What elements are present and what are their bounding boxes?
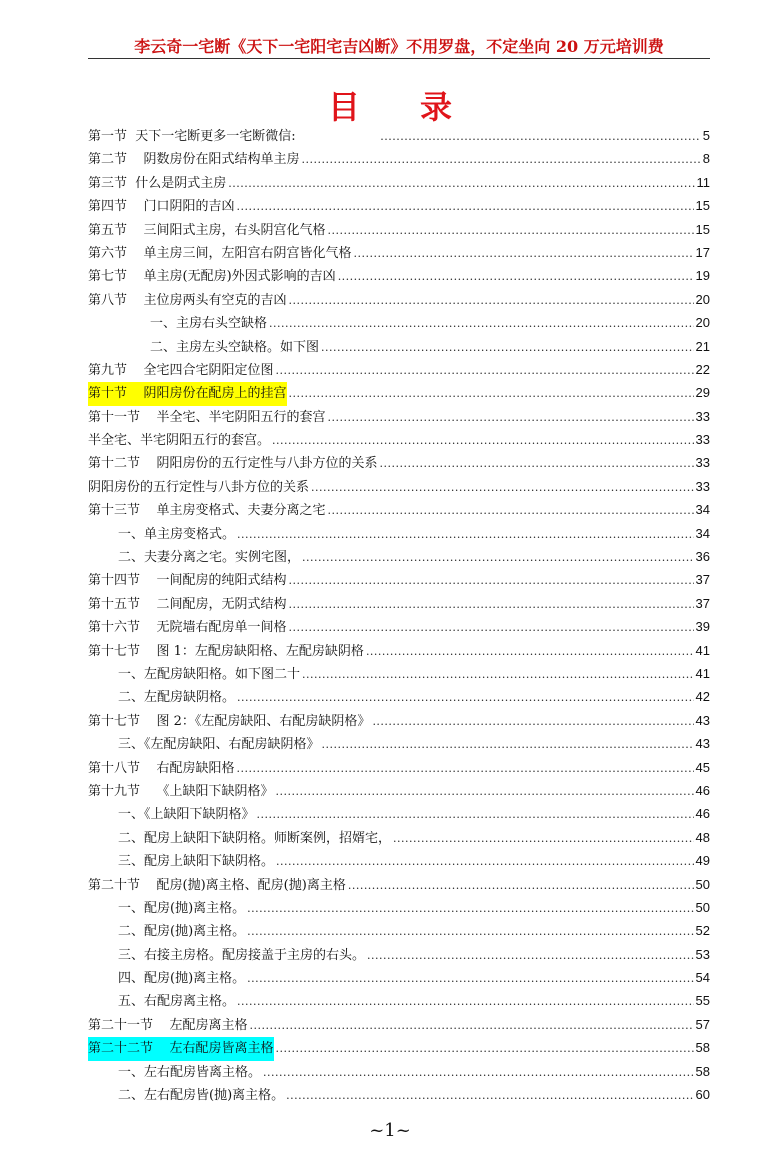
toc-dot-leader — [322, 733, 694, 756]
toc-entry[interactable] — [88, 218, 710, 241]
toc-entry-title: 第二十二节 左右配房皆离主格 — [88, 1037, 274, 1060]
toc-entry[interactable] — [88, 171, 710, 194]
toc-entry[interactable] — [88, 896, 710, 919]
toc-dot-leader — [247, 967, 693, 990]
toc-entry[interactable] — [88, 779, 710, 802]
toc-entry-page: 50 — [695, 876, 710, 892]
toc-entry[interactable] — [88, 522, 710, 545]
toc-entry[interactable] — [88, 1036, 710, 1059]
toc-entry-title: 一、左右配房皆离主格。 — [118, 1064, 262, 1080]
toc-entry-page: 37 — [695, 572, 710, 588]
page-number: ~1~ — [369, 1120, 411, 1141]
toc-entry-title: 一、主房右头空缺格 — [150, 316, 268, 332]
toc-dot-leader — [247, 920, 693, 943]
toc-entry[interactable] — [88, 335, 710, 358]
toc-entry-title: 二、配房(抛)离主格。 — [118, 924, 246, 940]
toc-entry[interactable] — [88, 568, 710, 591]
toc-entry-title: 第十四节 一间配房的纯阳式结构 — [88, 573, 287, 589]
toc-dot-leader — [250, 1014, 694, 1037]
toc-entry-page: 42 — [695, 689, 710, 705]
toc-entry-title: 二、配房上缺阳下缺阴格。师断案例，招婿宅， — [118, 830, 392, 846]
toc-dot-leader — [247, 897, 693, 920]
toc-entry[interactable] — [88, 732, 710, 755]
toc-entry-page: 50 — [695, 899, 710, 915]
toc-entry-title: 阴阳房份的五行定性与八卦方位的关系 — [88, 479, 310, 495]
toc-entry-page: 55 — [695, 993, 710, 1009]
toc-entry-page: 29 — [695, 385, 710, 401]
toc-entry-title: 第十七节 图 1：左配房缺阳格、左配房缺阴格 — [88, 643, 364, 659]
page-header: 李云奇一宅断《天下一宅阳宅吉凶断》不用罗盘，不定坐向 20 万元培训费 — [134, 37, 664, 56]
toc-dot-leader — [372, 710, 693, 733]
toc-entry-title: 第十八节 右配房缺阳格 — [88, 760, 235, 776]
toc-entry[interactable] — [88, 826, 710, 849]
toc-entry-title: 第十二节 阴阳房份的五行定性与八卦方位的关系 — [88, 456, 378, 472]
toc-entry[interactable] — [88, 428, 710, 451]
toc-dot-leader — [228, 172, 694, 195]
toc-entry[interactable] — [88, 381, 710, 404]
toc-entry-title: 第一节 天下一宅断更多一宅断微信: — [88, 129, 379, 144]
toc-entry-page: 34 — [695, 525, 710, 541]
toc-entry[interactable] — [88, 451, 710, 474]
toc-entry-title: 二、夫妻分离之宅。实例宅图， — [118, 550, 301, 566]
toc-dot-leader — [321, 336, 694, 359]
toc-dot-leader — [328, 499, 694, 522]
toc-dot-leader — [237, 990, 694, 1013]
toc-entry-title: 一、配房(抛)离主格。 — [118, 900, 246, 916]
toc-entry[interactable] — [88, 1013, 710, 1036]
toc-entry[interactable] — [88, 802, 710, 825]
toc-entry[interactable] — [88, 989, 710, 1012]
toc-entry-page: 43 — [695, 712, 710, 728]
toc-entry-page: 5 — [702, 128, 710, 143]
toc-dot-leader — [289, 382, 694, 405]
toc-dot-leader — [302, 546, 694, 569]
toc-entry[interactable] — [88, 288, 710, 311]
toc-entry[interactable] — [88, 685, 710, 708]
toc-entry[interactable] — [88, 943, 710, 966]
toc-entry-page: 45 — [695, 759, 710, 775]
toc-dot-leader — [354, 242, 694, 265]
toc-dot-leader — [237, 523, 694, 546]
toc-entry-title: 第七节 单主房(无配房)外因式影响的吉凶 — [88, 269, 336, 285]
toc-entry-page: 53 — [695, 946, 710, 962]
toc-entry-page: 58 — [695, 1040, 710, 1056]
toc-entry[interactable] — [88, 264, 710, 287]
toc-dot-leader — [237, 195, 694, 218]
toc-entry-page: 33 — [695, 432, 710, 448]
toc-entry-page: 20 — [695, 291, 710, 307]
toc-dot-leader — [328, 406, 694, 429]
toc-entry-page: 15 — [695, 198, 710, 214]
table-of-contents — [88, 124, 710, 1106]
toc-entry[interactable] — [88, 194, 710, 217]
toc-entry-title: 第三节 什么是阴式主房 — [88, 175, 227, 191]
toc-entry-title: 一、单主房变格式。 — [118, 526, 236, 542]
toc-entry[interactable] — [88, 639, 710, 662]
toc-entry-title: 第九节 全宅四合宅阴阳定位图 — [88, 362, 274, 378]
toc-entry-page: 46 — [695, 782, 710, 798]
toc-entry[interactable] — [88, 405, 710, 428]
toc-entry-title: 第十九节 《上缺阳下缺阴格》 — [88, 783, 274, 799]
toc-entry-page: 17 — [695, 244, 710, 260]
toc-entry[interactable] — [88, 475, 710, 498]
toc-dot-leader — [338, 265, 694, 288]
toc-entry-page: 20 — [695, 315, 710, 331]
toc-entry[interactable] — [88, 592, 710, 615]
toc-entry-title: 一、《上缺阳下缺阴格》 — [118, 807, 255, 823]
toc-entry-page: 49 — [695, 853, 710, 869]
toc-entry-title: 三、配房上缺阳下缺阴格。 — [118, 854, 275, 870]
toc-dot-leader — [237, 686, 694, 709]
toc-entry-title: 一、左配房缺阳格。如下图二十 — [118, 666, 301, 682]
toc-entry[interactable] — [88, 615, 710, 638]
toc-entry-title: 第十节 阴阳房份在配房上的挂宫 — [88, 382, 287, 405]
header-divider — [88, 58, 710, 59]
toc-entry-title: 第十三节 单主房变格式、夫妻分离之宅 — [88, 503, 326, 519]
toc-dot-leader — [237, 757, 694, 780]
toc-entry-title: 三、右接主房格。配房接盖于主房的右头。 — [118, 947, 366, 963]
toc-entry-title: 二、左配房缺阴格。 — [118, 690, 236, 706]
toc-dot-leader — [257, 803, 694, 826]
toc-dot-leader — [328, 219, 694, 242]
toc-entry-title: 第二十一节 左配房离主格 — [88, 1017, 248, 1033]
toc-entry-page: 46 — [695, 806, 710, 822]
toc-entry-page: 58 — [695, 1063, 710, 1079]
toc-entry-title: 五、右配房离主格。 — [118, 994, 236, 1010]
toc-entry-title: 第五节 三间阳式主房，右头阴宫化气格 — [88, 222, 326, 238]
toc-entry-page: 36 — [695, 549, 710, 565]
toc-entry[interactable] — [88, 358, 710, 381]
toc-entry-title: 第十一节 半全宅、半宅阴阳五行的套宫 — [88, 409, 326, 425]
toc-entry-title: 第十六节 无院墙右配房单一间格 — [88, 620, 287, 636]
toc-entry-title: 第六节 单主房三间，左阳宫右阴宫皆化气格 — [88, 245, 352, 261]
toc-entry-page: 57 — [695, 1016, 710, 1032]
toc-entry-page: 54 — [695, 970, 710, 986]
toc-entry-page: 34 — [695, 502, 710, 518]
toc-entry-title: 第八节 主位房两头有空克的吉凶 — [88, 292, 287, 308]
toc-dot-leader — [276, 359, 694, 382]
toc-entry-page: 8 — [702, 151, 710, 167]
toc-entry[interactable] — [88, 919, 710, 942]
toc-dot-leader — [380, 452, 694, 475]
toc-entry-page: 33 — [695, 408, 710, 424]
toc-entry-title: 第十五节 二间配房，无阴式结构 — [88, 596, 287, 612]
toc-entry[interactable] — [88, 498, 710, 521]
toc-dot-leader — [380, 125, 700, 148]
toc-entry-title: 半全宅、半宅阴阳五行的套宫。 — [88, 433, 271, 449]
toc-entry[interactable] — [88, 756, 710, 779]
toc-entry-page: 48 — [695, 829, 710, 845]
toc-dot-leader — [311, 476, 694, 499]
toc-entry-title: 二、左右配房皆(抛)离主格。 — [118, 1088, 285, 1104]
toc-dot-leader — [272, 429, 694, 452]
toc-entry-page: 41 — [695, 665, 710, 681]
toc-dot-leader — [393, 827, 694, 850]
toc-entry-title: 第二十节 配房(抛)离主格、配房(抛)离主格 — [88, 877, 346, 893]
toc-entry[interactable] — [88, 241, 710, 264]
toc-dot-leader — [302, 663, 694, 686]
toc-dot-leader — [367, 944, 694, 967]
toc-entry-title: 四、配房(抛)离主格。 — [118, 971, 246, 987]
toc-entry-page: 33 — [695, 478, 710, 494]
toc-entry-title: 二、主房左头空缺格。如下图 — [150, 339, 320, 355]
toc-entry-page: 15 — [695, 221, 710, 237]
toc-entry-page: 43 — [695, 736, 710, 752]
toc-entry-page: 60 — [695, 1087, 710, 1103]
toc-dot-leader — [263, 1061, 694, 1084]
toc-dot-leader — [269, 312, 694, 335]
toc-dot-leader — [302, 148, 701, 171]
toc-entry[interactable] — [88, 1060, 710, 1083]
toc-entry[interactable] — [88, 662, 710, 685]
toc-entry-page: 39 — [695, 619, 710, 635]
toc-dot-leader — [348, 874, 694, 897]
toc-dot-leader — [289, 569, 694, 592]
toc-entry-page: 11 — [696, 174, 710, 190]
toc-entry[interactable] — [88, 1083, 710, 1106]
toc-entry-title: 第二节 阴数房份在阳式结构单主房 — [88, 152, 300, 168]
toc-entry-page: 52 — [695, 923, 710, 939]
toc-dot-leader — [286, 1084, 693, 1107]
toc-entry-page: 19 — [695, 268, 710, 284]
toc-dot-leader — [276, 1037, 694, 1060]
toc-entry[interactable] — [88, 124, 710, 147]
toc-entry-page: 22 — [695, 361, 710, 377]
toc-dot-leader — [276, 780, 694, 803]
toc-entry-title: 三、《左配房缺阳、右配房缺阴格》 — [118, 737, 320, 753]
toc-entry[interactable] — [88, 709, 710, 732]
toc-entry-page: 33 — [695, 455, 710, 471]
toc-entry[interactable] — [88, 966, 710, 989]
toc-entry[interactable] — [88, 849, 710, 872]
toc-entry[interactable] — [88, 311, 710, 334]
toc-entry[interactable] — [88, 873, 710, 896]
toc-entry-page: 41 — [695, 642, 710, 658]
toc-dot-leader — [289, 616, 694, 639]
toc-dot-leader — [366, 640, 694, 663]
toc-entry[interactable] — [88, 147, 710, 170]
toc-entry-title: 第四节 门口阴阳的吉凶 — [88, 199, 235, 215]
page-title: 目录 — [327, 88, 512, 126]
toc-entry-page: 37 — [695, 595, 710, 611]
toc-entry-page: 21 — [695, 338, 710, 354]
toc-dot-leader — [289, 593, 694, 616]
toc-dot-leader — [289, 289, 694, 312]
toc-dot-leader — [276, 850, 694, 873]
toc-entry-title: 第十七节 图 2：《左配房缺阳、右配房缺阴格》 — [88, 713, 371, 729]
toc-entry[interactable] — [88, 545, 710, 568]
